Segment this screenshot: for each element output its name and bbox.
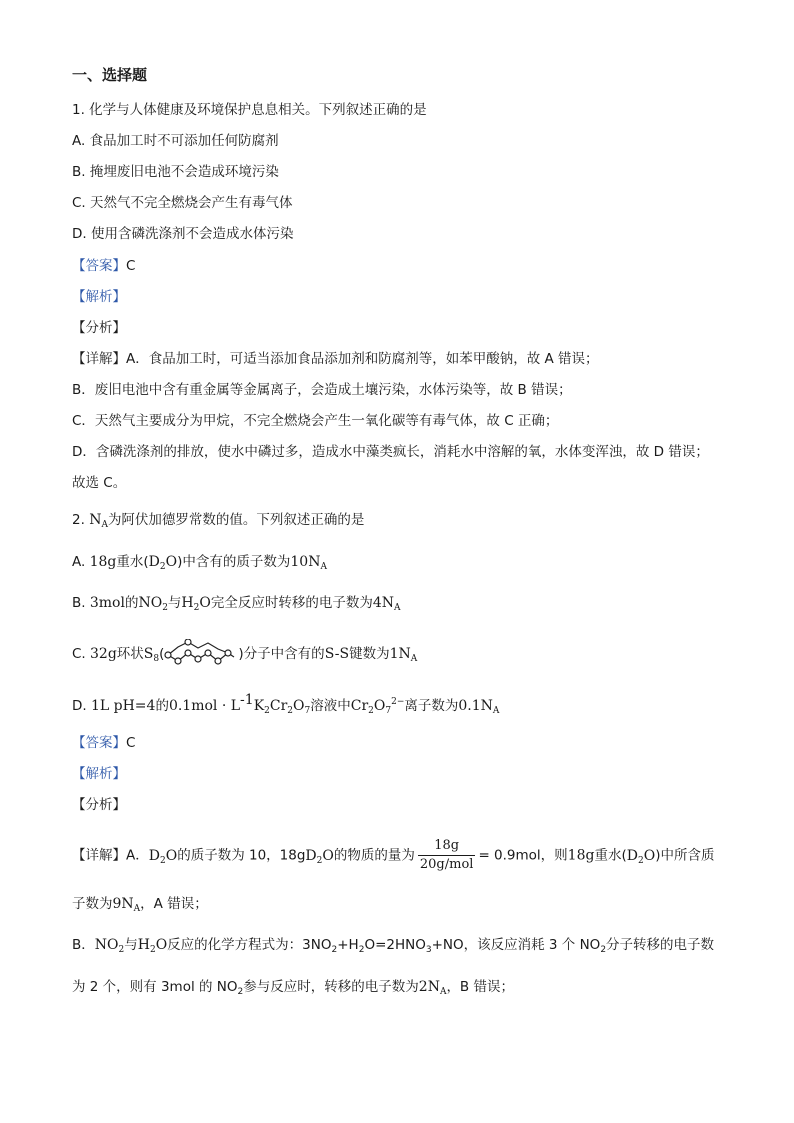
q1-option-b: B. 掩埋废旧电池不会造成环境污染 (72, 164, 279, 180)
d2o-formula: $D_2O$ (626, 847, 656, 866)
answer-tag: 【答案】 (72, 258, 126, 274)
s8-formula: $S_8$ (143, 646, 160, 664)
h2o-formula: $H_2O$ (137, 937, 168, 955)
detail-text: 18g (567, 847, 595, 864)
option-text: 键数为 (349, 646, 390, 662)
d2o-formula: $D_2O$ (148, 554, 178, 572)
cr2o7-ion-formula: $Cr_2O_7^{2-}$ (350, 697, 405, 716)
detail-text: B． (72, 937, 95, 953)
q2-option-d (72, 692, 500, 716)
option-text: 溶液中 (310, 698, 351, 714)
detail-text: 与 (124, 937, 138, 953)
q2-answer-line (72, 734, 135, 752)
detail-value: 9 (112, 896, 122, 912)
h2o-formula: $H_2O$ (181, 595, 211, 613)
detail-text: 分子转移的电子数 (606, 937, 715, 953)
q2-stem-text: 为阿伏加德罗常数的值。下列叙述正确的是 (107, 512, 365, 528)
option-text: 1L pH=4 (90, 698, 156, 714)
option-text: 的 (155, 698, 169, 714)
detail-text: 重水( (594, 847, 627, 864)
detail-text: ，A 错误； (140, 896, 208, 912)
q2-detail-a-cont (72, 895, 208, 913)
q2-answer: C (126, 735, 136, 751)
k2cr2o7-formula: $K_2Cr_2O_7$ (253, 698, 311, 716)
na-symbol: $N_A$ (121, 896, 141, 914)
detail-text: 子数为 (72, 896, 113, 912)
option-value: 0.1 (458, 698, 481, 714)
q1-answer: C (126, 258, 136, 274)
option-text: 32g (90, 646, 117, 662)
option-value: 4 (372, 595, 382, 611)
option-letter: C. (72, 646, 86, 662)
no2-formula: $NO_2$ (138, 595, 168, 613)
option-text: )中含有的质子数为 (177, 554, 291, 570)
detail-text: +NO，该反应消耗 3 个 NO (431, 937, 601, 953)
q2-detail-b-cont: 为 2 个，则有 3mol 的 $NO_2$参与反应时，转移的电子数为$2N_A$，B 错误； (72, 979, 514, 997)
analysis-tag: 【解析】 (72, 289, 126, 305)
q2-option-a (72, 553, 327, 571)
option-text: 环状 (116, 646, 144, 662)
detail-text: A． (126, 847, 149, 864)
d2o-formula: $D_2O$ (305, 847, 334, 866)
detail-text: 的物质的量为 (333, 847, 415, 864)
option-text: 的 (124, 595, 139, 611)
detail-text: 的质子数为 10，18g (177, 847, 306, 864)
fraction-numerator: 18g (418, 837, 476, 856)
q1-fenxi-line: 【分析】 (72, 320, 126, 336)
q1-option-c: C. 天然气不完全燃烧会产生有毒气体 (72, 195, 293, 211)
q2-number: 2. (72, 512, 85, 528)
q2-detail-a (72, 837, 714, 874)
d2o-formula: $D_2O$ (148, 847, 178, 866)
s8-ring-structure-icon (164, 639, 238, 669)
option-text: S-S (324, 646, 350, 662)
option-value: 1 (389, 646, 399, 662)
detail-text: 为 2 个，则有 3mol 的 NO (72, 979, 238, 995)
option-text: 与 (167, 595, 182, 611)
q1-option-d: D. 使用含磷洗涤剂不会造成水体污染 (72, 226, 294, 242)
option-text: 0.1mol · L (168, 698, 241, 714)
option-text: 18g (89, 554, 117, 570)
mass-fraction (418, 837, 476, 874)
q2-detail-b: B．$NO_2$与$H_2O$反应的化学方程式为：$3NO_2+H_2O=2HNO_3+NO$，该反应消耗 3 个 $NO_2$分子转移的电子数 (72, 937, 715, 955)
q1-analysis-line (72, 288, 126, 306)
q1-detail-a (72, 350, 599, 368)
fraction-denominator: 20g/mol (419, 857, 474, 872)
q2-option-c: C. 32g环状$S_8$( )分子中含有的S-S键数为$1N_A$ (72, 645, 417, 663)
detail-text: O=2HNO (364, 937, 426, 953)
option-text: 离子数为 (404, 698, 459, 714)
detail-value: 2 (418, 979, 428, 995)
na-symbol: $N_A$ (308, 554, 327, 572)
option-text: 分子中含有的 (243, 646, 325, 662)
option-text: 重水( (116, 554, 149, 570)
option-value: 10 (290, 554, 309, 570)
option-text: 3mol (89, 595, 125, 611)
q1-detail-b: B．废旧电池中含有重金属等金属离子，会造成土壤污染，水体污染等，故 B 错误； (72, 382, 572, 398)
q1-option-a: A. 食品加工时不可添加任何防腐剂 (72, 133, 279, 149)
superscript: -1 (240, 692, 254, 708)
na-symbol: $N_A$ (480, 698, 500, 716)
detail-text: 参与反应时，转移的电子数为 (243, 979, 419, 995)
option-letter: D. (72, 698, 87, 714)
na-symbol: $N_A$ (398, 646, 418, 664)
detail-tag: 【详解】 (72, 351, 126, 367)
option-letter: B. (72, 595, 86, 611)
q1-detail-c: C．天然气主要成分为甲烷，不完全燃烧会产生一氧化碳等有毒气体，故 C 正确； (72, 413, 559, 429)
analysis-tag: 【解析】 (72, 766, 126, 782)
na-symbol: $N_A$ (381, 595, 401, 613)
detail-text: = 0.9mol，则 (478, 847, 568, 864)
detail-text: A．食品加工时，可适当添加食品添加剂和防腐剂等，如苯甲酸钠，故 A 错误； (126, 351, 599, 367)
detail-text: ，B 错误； (446, 979, 514, 995)
q2-stem (72, 511, 364, 529)
na-symbol: $N_A$ (89, 512, 108, 530)
no2-formula: $NO_2$ (94, 937, 125, 955)
q1-stem: 1. 化学与人体健康及环境保护息息相关。下列叙述正确的是 (72, 102, 427, 118)
na-symbol: $N_A$ (427, 979, 447, 997)
option-text: 完全反应时转移的电子数为 (210, 595, 373, 611)
q1-conclusion: 故选 C。 (72, 475, 127, 491)
q1-detail-d: D．含磷洗涤剂的排放，使水中磷过多，造成水中藻类疯长，消耗水中溶解的氧，水体变浑浊，故 D 错误； (72, 444, 709, 460)
answer-tag: 【答案】 (72, 735, 126, 751)
detail-text: +H (337, 937, 359, 953)
q1-answer-line (72, 257, 135, 275)
q2-fenxi-line: 【分析】 (72, 797, 126, 813)
option-letter: A. (72, 554, 86, 570)
detail-tag: 【详解】 (72, 847, 126, 864)
detail-text: 反应的化学方程式为：3NO (167, 937, 332, 953)
q2-option-b (72, 594, 401, 612)
section-title: 一、选择题 (72, 66, 148, 84)
q2-analysis-line (72, 765, 126, 783)
detail-text: )中所含质 (655, 847, 715, 864)
